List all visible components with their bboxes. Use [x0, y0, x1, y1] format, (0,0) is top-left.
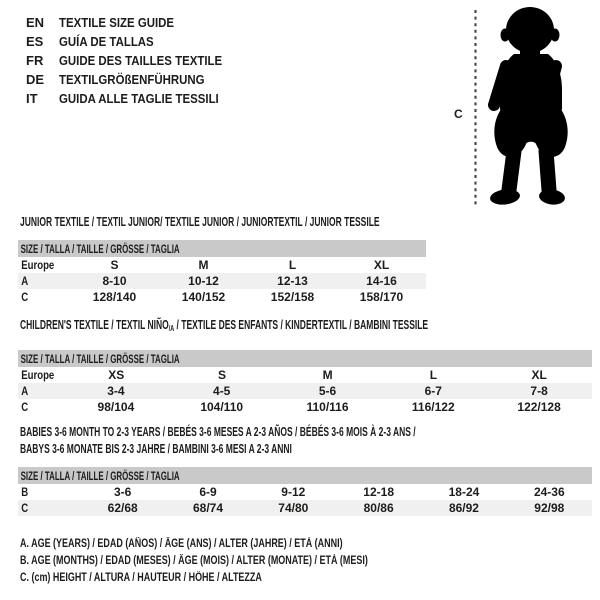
language-code: IT	[26, 91, 38, 106]
table-header-bar	[18, 467, 592, 484]
size-cell: 98/104	[97, 400, 135, 414]
babies-heading-line2: BABYS 3-6 MONATE BIS 2-3 JAHRE / BAMBINI 3-6 MESI A 2-3 ANNI	[20, 442, 292, 456]
row-label: A	[21, 274, 29, 288]
language-code: DE	[26, 72, 45, 87]
size-cell: S	[110, 258, 119, 272]
language-code: EN	[26, 15, 45, 30]
size-cell: 4-5	[213, 384, 231, 398]
row-label: C	[21, 290, 29, 304]
junior-section-heading: JUNIOR TEXTILE / TEXTIL JUNIOR/ TEXTILE JUNIOR / JUNIORTEXTIL / JUNIOR TESSILE	[20, 215, 380, 229]
size-cell: 62/68	[107, 501, 138, 515]
table-row	[18, 484, 592, 500]
size-cell: 24-36	[533, 485, 565, 499]
size-cell: 68/74	[192, 501, 223, 515]
row-label: C	[21, 501, 29, 515]
row-label: Europe	[21, 258, 55, 272]
size-cell: L	[288, 258, 297, 272]
size-cell: 14-16	[366, 274, 397, 288]
footnote-a: A. AGE (YEARS) / EDAD (AÑOS) / ÂGE (ANS) / ALTER (JAHRE) / ETÀ (ANNI)	[20, 538, 343, 550]
size-cell: 3-4	[107, 384, 125, 398]
babies-section-heading	[20, 424, 416, 458]
language-label: TEXTILE SIZE GUIDE	[59, 15, 175, 30]
table-row	[18, 500, 592, 516]
size-figure	[450, 4, 582, 210]
language-code: FR	[26, 53, 44, 68]
size-cell: 128/140	[92, 290, 137, 304]
size-cell: 122/128	[517, 400, 561, 414]
table-header-bar	[18, 240, 426, 257]
table-row	[18, 289, 426, 305]
size-cell: 92/98	[534, 501, 565, 515]
size-cell: 86/92	[448, 501, 479, 515]
junior-size-table	[18, 240, 426, 305]
size-cell: 6-9	[199, 485, 217, 499]
babies-heading-line1: BABIES 3-6 MONTH TO 2-3 YEARS / BEBÉS 3-6 MESES A 2-3 AÑOS / BÉBÉS 3-6 MOIS À 2-3 ANS /	[20, 425, 416, 439]
size-cell: 18-24	[448, 485, 480, 499]
size-cell: 158/170	[359, 290, 404, 304]
row-label: C	[21, 400, 29, 414]
footnotes	[20, 536, 466, 587]
size-cell: S	[217, 368, 226, 382]
size-cell: 7-8	[530, 384, 548, 398]
table-row	[18, 367, 592, 383]
size-cell: M	[322, 368, 333, 382]
size-cell: 12-18	[363, 485, 394, 499]
footnote-c: C. (cm) HEIGHT / ALTURA / HAUTEUR / HÖHE / ALTEZZA	[20, 572, 262, 584]
size-cell: 116/122	[411, 400, 455, 414]
language-code: ES	[26, 34, 44, 49]
height-label: C	[454, 107, 463, 121]
language-list	[26, 13, 244, 108]
language-row	[26, 13, 244, 32]
row-label: B	[21, 485, 29, 499]
size-cell: 9-12	[281, 485, 306, 499]
table-header-label: SIZE / TALLA / TAILLE / GRÖSSE / TAGLIA	[20, 241, 180, 256]
size-cell: L	[429, 368, 438, 382]
language-label: GUÍA DE TALLAS	[59, 34, 154, 49]
children-section-heading	[20, 317, 428, 337]
row-label: A	[21, 384, 29, 398]
row-label: Europe	[21, 368, 55, 382]
size-cell: XS	[108, 368, 125, 382]
size-cell: 110/116	[306, 400, 349, 414]
table-row	[18, 383, 592, 399]
babies-size-table	[18, 467, 592, 516]
size-cell: 6-7	[424, 384, 442, 398]
toddler-silhouette-icon	[489, 7, 567, 206]
language-row	[26, 70, 244, 89]
language-row	[26, 32, 244, 51]
table-header-label: SIZE / TALLA / TAILLE / GRÖSSE / TAGLIA	[20, 468, 180, 483]
size-cell: 5-6	[318, 384, 337, 398]
children-size-table	[18, 350, 592, 415]
children-heading-subscript: /A	[168, 324, 175, 333]
table-header-bar	[18, 350, 592, 367]
children-heading-text: / TEXTILE DES ENFANTS / KINDERTEXTIL / BAMBINI TESSILE	[174, 318, 429, 332]
size-cell: M	[198, 258, 209, 272]
size-cell: 74/80	[278, 501, 309, 515]
language-row	[26, 89, 244, 108]
size-cell: 140/152	[181, 290, 226, 304]
language-row	[26, 51, 244, 70]
language-label: TEXTILGRÖßENFÜHRUNG	[59, 72, 205, 87]
language-label: GUIDE DES TAILLES TEXTILE	[59, 53, 223, 68]
footnote-b: B. AGE (MONTHS) / EDAD (MESES) / ÂGE (MOIS) / ALTER (MONATE) / ETÀ (MESI)	[20, 555, 368, 567]
size-cell: 3-6	[113, 485, 132, 499]
size-cell: XL	[373, 258, 390, 272]
table-row	[18, 273, 426, 289]
size-cell: 152/158	[270, 290, 315, 304]
language-label: GUIDA ALLE TAGLIE TESSILI	[59, 91, 219, 106]
table-row	[18, 257, 426, 273]
size-cell: 12-13	[277, 274, 308, 288]
size-cell: XL	[531, 368, 547, 382]
table-header-label: SIZE / TALLA / TAILLE / GRÖSSE / TAGLIA	[20, 351, 180, 366]
table-row	[18, 399, 592, 415]
size-cell: 8-10	[102, 274, 127, 288]
size-cell: 10-12	[188, 274, 219, 288]
children-heading-text: CHILDREN'S TEXTILE / TEXTIL NIÑO	[20, 318, 169, 332]
size-cell: 104/110	[200, 400, 244, 414]
size-cell: 80/86	[363, 501, 394, 515]
